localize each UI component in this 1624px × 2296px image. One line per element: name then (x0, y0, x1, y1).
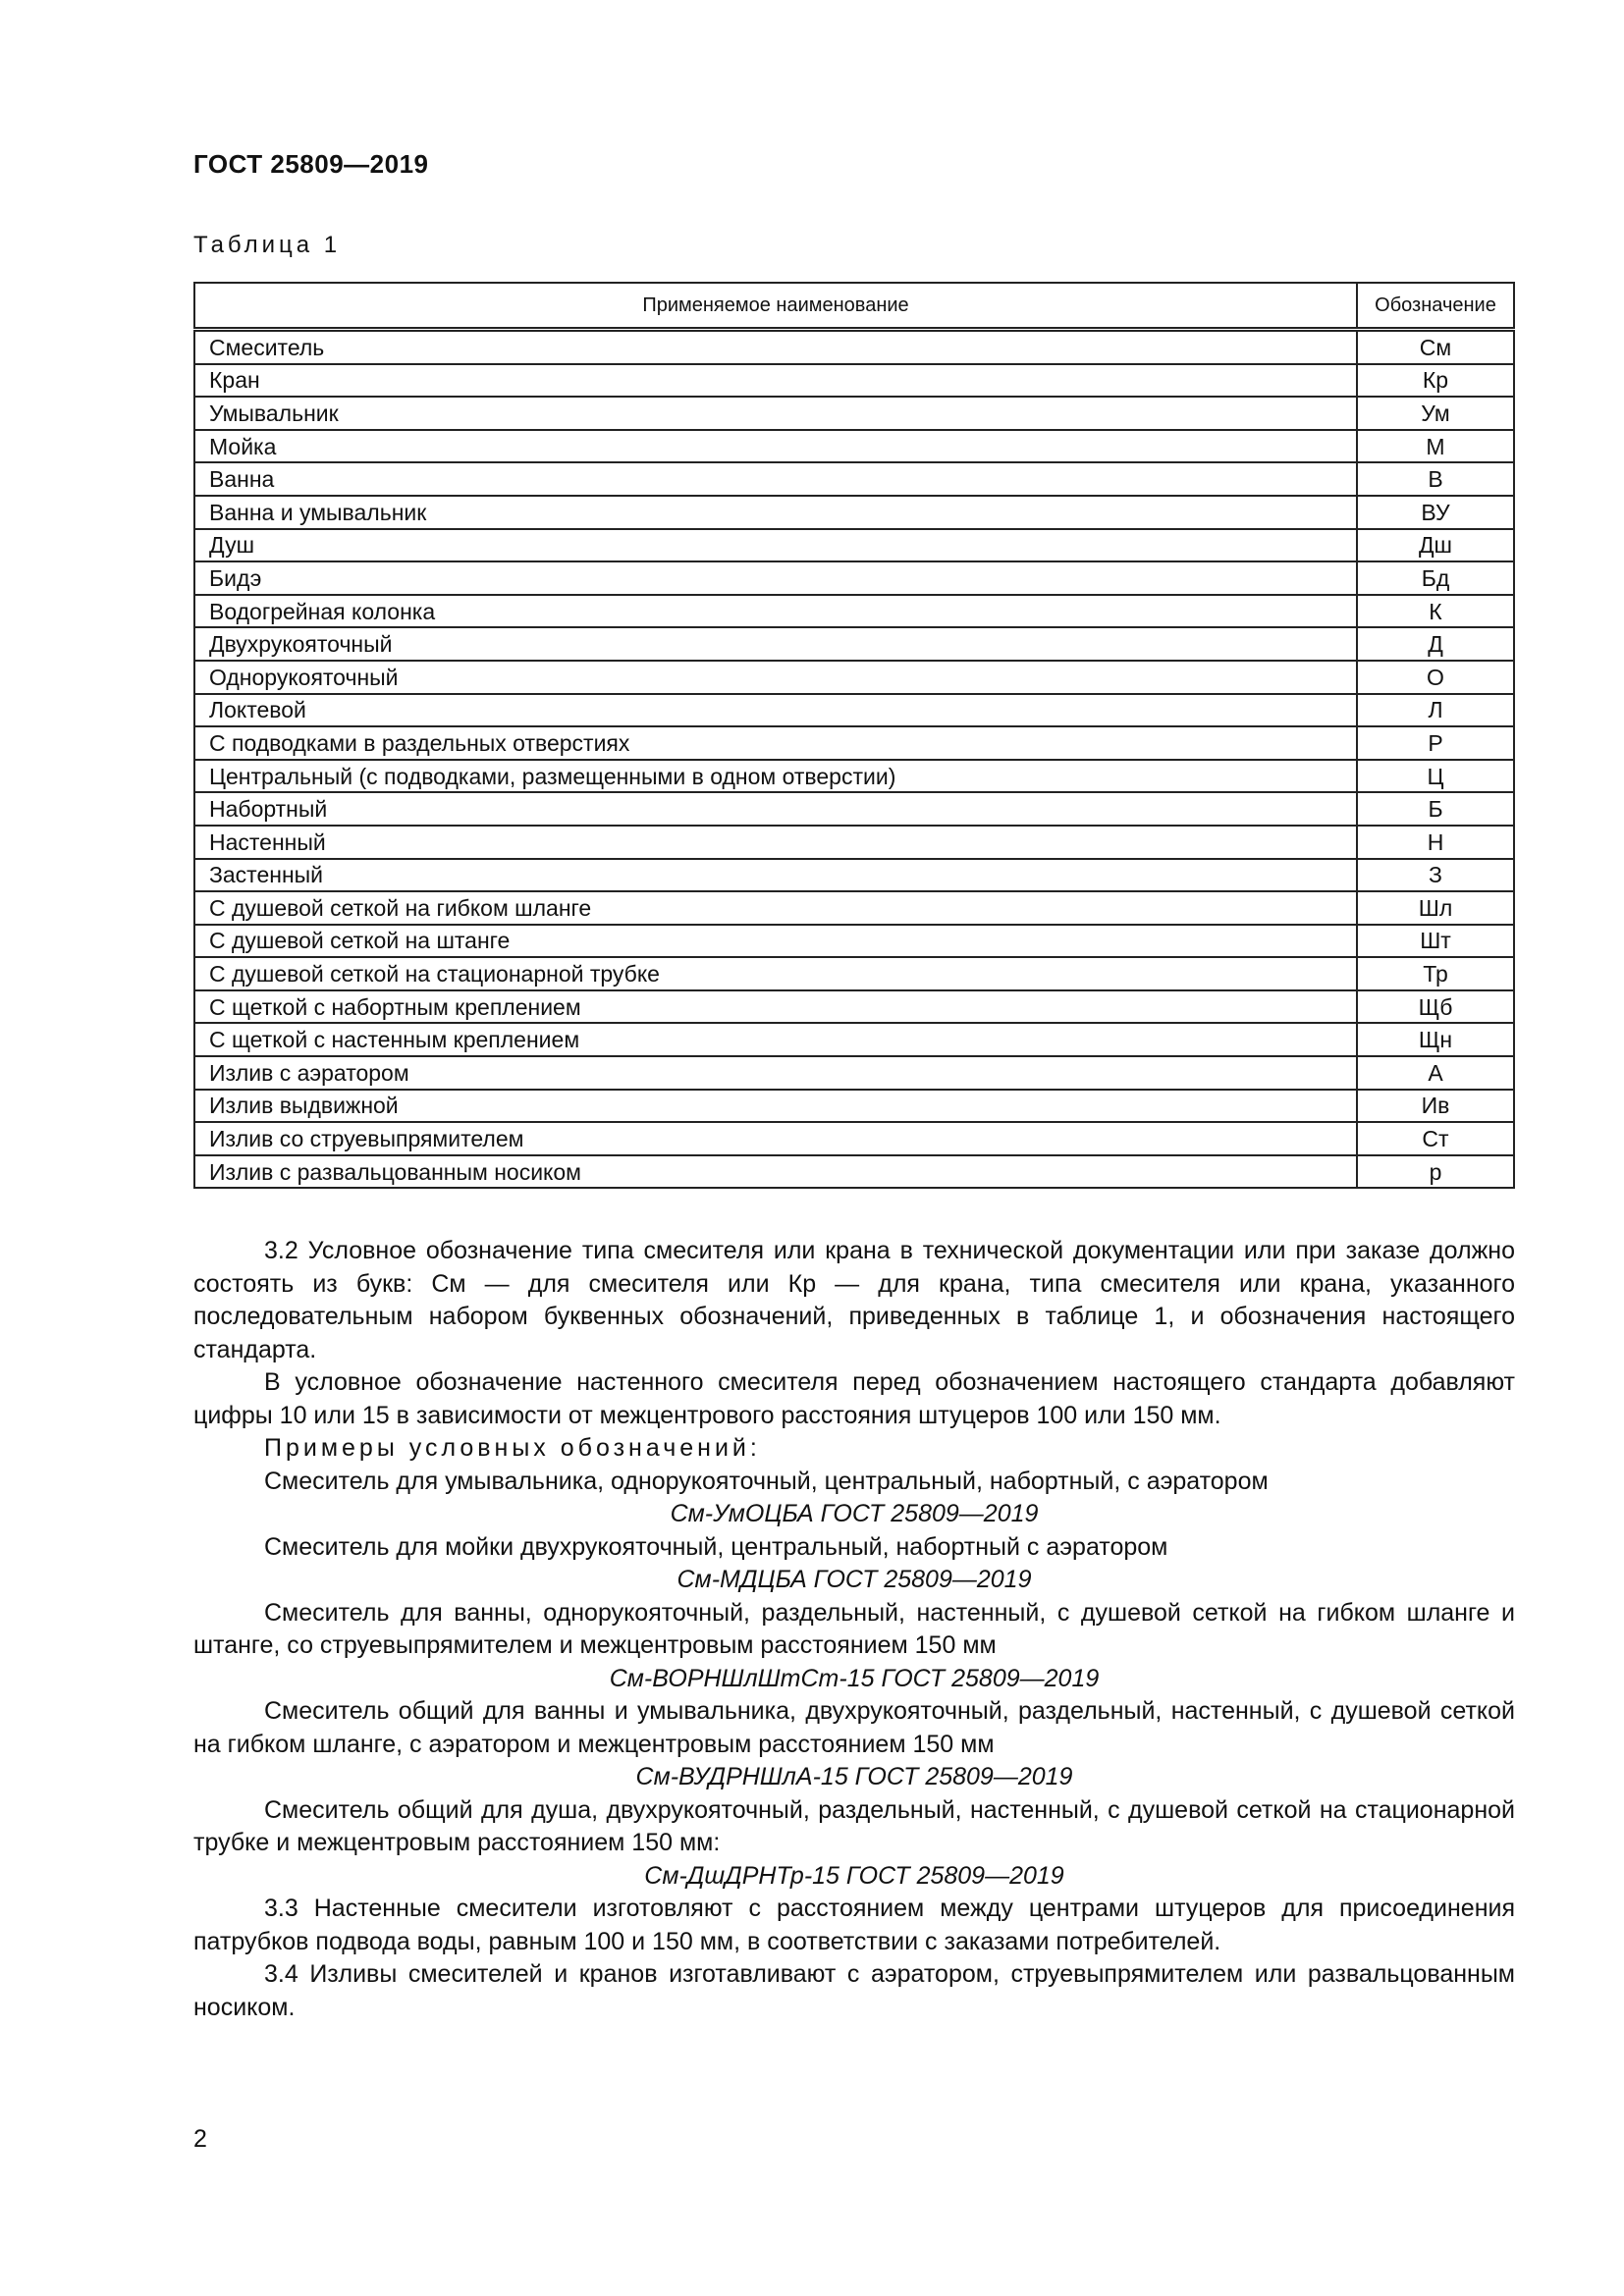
row-code: ВУ (1357, 496, 1514, 529)
table-row (194, 925, 1514, 958)
row-name: Двухрукояточный (194, 627, 1357, 661)
row-code: Шт (1357, 925, 1514, 958)
row-code: Б (1357, 792, 1514, 826)
table-row (194, 1122, 1514, 1155)
row-name: С подводками в раздельных отверстиях (194, 726, 1357, 760)
table-row (194, 957, 1514, 990)
body-text (193, 1235, 1515, 2024)
example-designation: См-УмОЦБА ГОСТ 25809—2019 (670, 1500, 1039, 1527)
row-code: Н (1357, 826, 1514, 859)
table-row (194, 496, 1514, 529)
page-number: 2 (193, 2125, 207, 2153)
examples-heading: Примеры условных обозначений: (264, 1434, 761, 1462)
row-name: Излив с развальцованным носиком (194, 1155, 1357, 1189)
row-name: Смеситель (194, 330, 1357, 364)
row-name: Излив со струевыпрямителем (194, 1122, 1357, 1155)
row-name: С душевой сеткой на штанге (194, 925, 1357, 958)
table-row (194, 529, 1514, 562)
row-name: Излив с аэратором (194, 1056, 1357, 1090)
paragraph: 3.3 Настенные смесители изготовляют с расстоянием между центрами штуцеров для присоединения патрубков подвода воды, равным 100 и 150 мм, в соответствии с заказами потребителей. (193, 1895, 1515, 1955)
row-code: О (1357, 661, 1514, 694)
row-name: Ванна и умывальник (194, 496, 1357, 529)
row-name: Настенный (194, 826, 1357, 859)
table-row (194, 726, 1514, 760)
row-code: В (1357, 462, 1514, 496)
table-header-row (194, 283, 1514, 330)
table-caption: Таблица 1 (193, 232, 342, 258)
table-row (194, 661, 1514, 694)
row-name: Ванна (194, 462, 1357, 496)
example-designation: См-МДЦБА ГОСТ 25809—2019 (677, 1566, 1032, 1593)
row-code: Бд (1357, 561, 1514, 595)
row-code: Тр (1357, 957, 1514, 990)
example-designation: См-ВУДРНШлА-15 ГОСТ 25809—2019 (635, 1763, 1073, 1790)
row-name: Бидэ (194, 561, 1357, 595)
row-name: С щеткой с настенным креплением (194, 1023, 1357, 1056)
designation-table (193, 282, 1515, 1189)
paragraph: Смеситель для умывальника, однорукояточный, центральный, набортный, с аэратором (264, 1467, 1269, 1495)
column-header-name: Применяемое наименование (194, 283, 1357, 330)
table-row (194, 1023, 1514, 1056)
table-row (194, 397, 1514, 430)
table-row (194, 990, 1514, 1024)
table-row (194, 1056, 1514, 1090)
row-code: Л (1357, 694, 1514, 727)
row-name: Однорукояточный (194, 661, 1357, 694)
table-row (194, 792, 1514, 826)
table-row (194, 627, 1514, 661)
row-name: Центральный (с подводками, размещенными в одном отверстии) (194, 760, 1357, 793)
row-name: Набортный (194, 792, 1357, 826)
row-code: Щн (1357, 1023, 1514, 1056)
table-row (194, 364, 1514, 398)
row-code: См (1357, 330, 1514, 364)
table-row (194, 694, 1514, 727)
row-name: Излив выдвижной (194, 1090, 1357, 1123)
example-designation: См-ВОРНШлШтСт-15 ГОСТ 25809—2019 (609, 1664, 1100, 1692)
document-header: ГОСТ 25809—2019 (193, 149, 429, 179)
table-row (194, 1155, 1514, 1189)
row-code: М (1357, 430, 1514, 463)
row-name: С душевой сеткой на гибком шланге (194, 891, 1357, 925)
table-row (194, 826, 1514, 859)
table-row (194, 462, 1514, 496)
table-row (194, 859, 1514, 892)
table-row (194, 561, 1514, 595)
paragraph: Смеситель для ванны, однорукояточный, раздельный, настенный, с душевой сеткой на гибком шланге и штанге, со струевыпрямителем и межцентровым расстоянием 150 мм (193, 1598, 1515, 1659)
table-row (194, 1090, 1514, 1123)
row-name: Кран (194, 364, 1357, 398)
row-code: З (1357, 859, 1514, 892)
row-code: Кр (1357, 364, 1514, 398)
table-row (194, 595, 1514, 628)
paragraph: Смеситель для мойки двухрукояточный, центральный, набортный с аэратором (264, 1532, 1168, 1561)
table-row (194, 760, 1514, 793)
table-row (194, 330, 1514, 364)
row-code: Шл (1357, 891, 1514, 925)
paragraph: 3.2 Условное обозначение типа смесителя или крана в технической документации или при заказе должно состоять из букв: См — для смесителя или Кр — для крана, типа смесителя или крана, указанного последовательным набором буквенных обозначений, приведенных в таблице 1, и обозначения настоящего стандарта. (193, 1237, 1515, 1363)
row-name: Застенный (194, 859, 1357, 892)
row-code: Д (1357, 627, 1514, 661)
paragraph: Смеситель общий для душа, двухрукояточный, раздельный, настенный, с душевой сеткой на стационарной трубке и межцентровым расстоянием 150 мм: (193, 1795, 1515, 1856)
row-code: Р (1357, 726, 1514, 760)
row-code: Ст (1357, 1122, 1514, 1155)
row-name: Мойка (194, 430, 1357, 463)
row-code: Ум (1357, 397, 1514, 430)
row-code: К (1357, 595, 1514, 628)
row-name: Локтевой (194, 694, 1357, 727)
row-name: Умывальник (194, 397, 1357, 430)
row-name: С щеткой с набортным креплением (194, 990, 1357, 1024)
paragraph: Смеситель общий для ванны и умывальника, двухрукояточный, раздельный, настенный, с душевой сеткой на гибком шланге, с аэратором и межцентровым расстоянием 150 мм (193, 1697, 1515, 1758)
table-row (194, 891, 1514, 925)
paragraph: В условное обозначение настенного смесителя перед обозначением настоящего стандарта добавляют цифры 10 или 15 в зависимости от межцентрового расстояния штуцеров 100 или 150 мм. (193, 1368, 1515, 1429)
column-header-code: Обозначение (1357, 283, 1514, 330)
paragraph: 3.4 Изливы смесителей и кранов изготавливают с аэратором, струевыпрямителем или развальцованным носиком. (193, 1960, 1515, 2021)
row-name: С душевой сеткой на стационарной трубке (194, 957, 1357, 990)
table-row (194, 430, 1514, 463)
row-code: р (1357, 1155, 1514, 1189)
row-code: Дш (1357, 529, 1514, 562)
row-code: Ц (1357, 760, 1514, 793)
row-name: Душ (194, 529, 1357, 562)
row-code: Ив (1357, 1090, 1514, 1123)
row-name: Водогрейная колонка (194, 595, 1357, 628)
row-code: А (1357, 1056, 1514, 1090)
example-designation: См-ДшДРНТр-15 ГОСТ 25809—2019 (644, 1861, 1064, 1890)
row-code: Щб (1357, 990, 1514, 1024)
